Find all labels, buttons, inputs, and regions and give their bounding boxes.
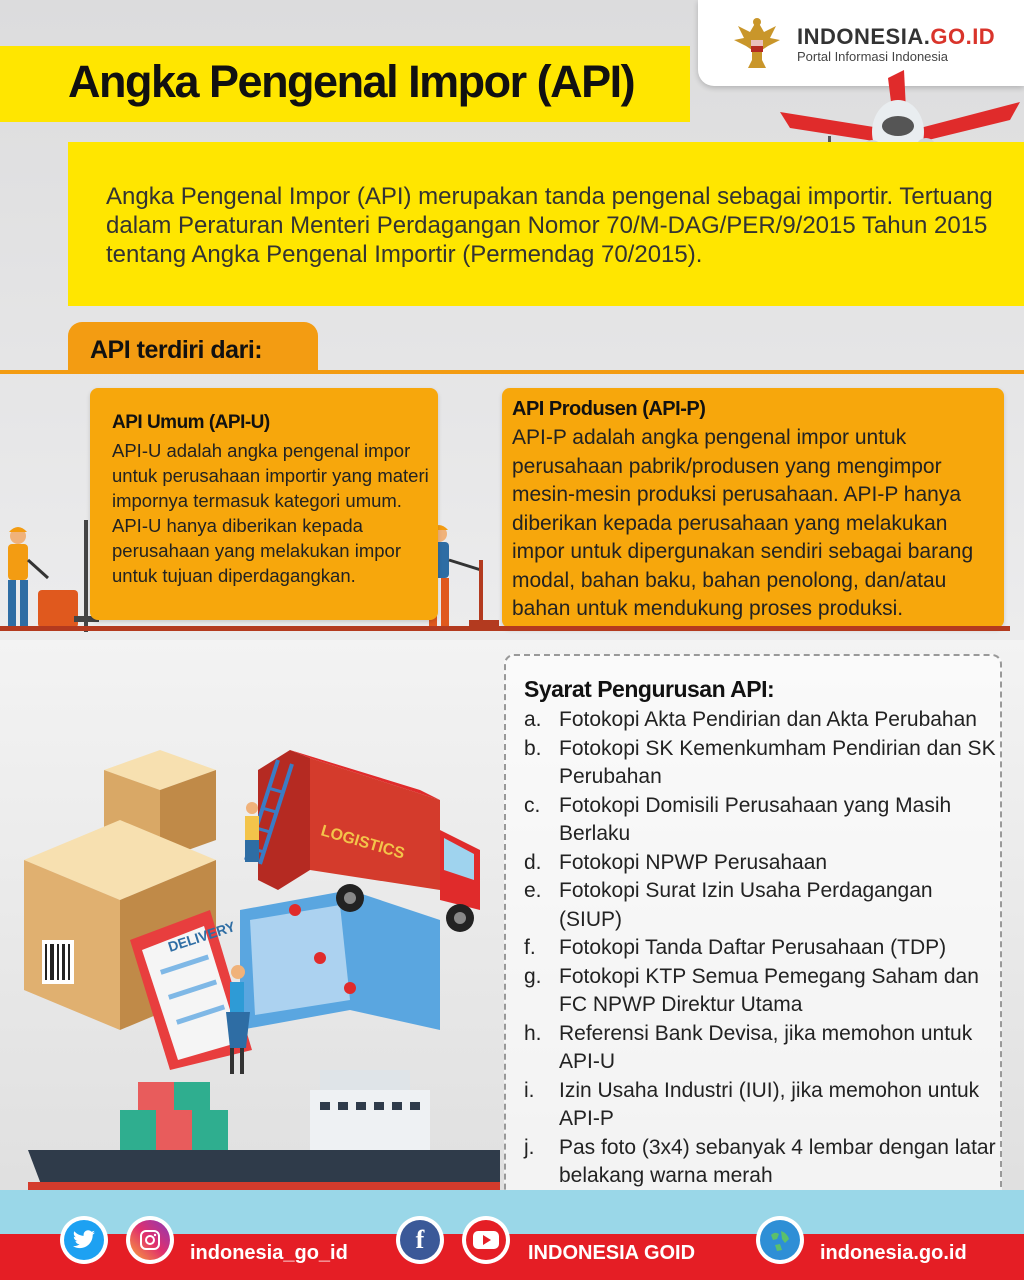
twitter-icon[interactable] [60,1216,108,1264]
truck-label: LOGISTICS [318,822,407,863]
requirement-item: c. Fotokopi Domisili Perusahaan yang Masih Berlaku [524,793,952,845]
requirement-item: g. Fotokopi KTP Semua Pemegang Saham dan FC NPWP Direktur Utama [524,964,979,1016]
logo-name: INDONESIA.GO.ID [797,24,996,49]
floor-line [0,626,1010,631]
divider-line [0,370,1024,374]
types-heading: API terdiri dari: [90,336,263,364]
globe-icon[interactable] [756,1216,804,1264]
api-umum-title: API Umum (API-U) [112,412,270,433]
website-link[interactable]: indonesia.go.id [820,1242,967,1264]
intro-text: Angka Pengenal Impor (API) merupakan tanda pengenal sebagai importir. Tertuang dalam Peraturan Menteri Perdagangan Nomor 70/M-DAG/PER/9/2015 Tahun 2015 tentang Angka Pengenal Importir (Permendag 70/2015). [106,183,993,268]
clipboard-label: DELIVERY [165,918,238,955]
requirement-item: b. Fotokopi SK Kemenkumham Pendirian dan SK Perubahan [524,736,996,788]
worker-forklift-illustration [4,520,99,632]
requirement-item: j. Pas foto (3x4) sebanyak 4 lembar dengan latar belakang warna merah [524,1135,996,1187]
social-handle[interactable]: indonesia_go_id [190,1242,348,1264]
api-produsen-title: API Produsen (API-P) [512,398,706,420]
channel-name[interactable]: INDONESIA GOID [528,1242,696,1264]
api-produsen-text: API-P adalah angka pengenal impor untuk perusahaan pabrik/produsen yang mengimpor mesin-mesin produksi perusahaan. API-P hanya diberikan kepada perusahaan yang melakukan impor untuk dipergunakan sendiri sebagai barang modal, bahan baku, bahan penolong, dan/atau bahan untuk mendukung proses produksi. [512,426,974,620]
requirement-item: d. Fotokopi NPWP Perusahaan [524,850,828,874]
garuda-emblem-icon [730,14,784,72]
logistics-illustration [20,730,500,1200]
requirement-item: a. Fotokopi Akta Pendirian dan Akta Perubahan [524,708,977,731]
requirements-list [524,706,996,1191]
requirement-item: i. Izin Usaha Industri (IUI), jika memohon untuk API-P [524,1078,980,1130]
page-title: Angka Pengenal Impor (API) [68,56,635,107]
requirement-item: f. Fotokopi Tanda Daftar Perusahaan (TDP) [524,936,947,959]
instagram-icon[interactable] [126,1216,174,1264]
requirements-title: Syarat Pengurusan API: [524,676,775,702]
api-umum-text: API-U adalah angka pengenal impor untuk perusahaan importir yang materi impornya termasuk kategori umum. API-U hanya diberikan kepada perusahaan yang melakukan impor untuk tujuan diperdagangkan. [112,440,429,586]
logo-subtitle: Portal Informasi Indonesia [797,49,949,64]
facebook-icon[interactable]: f [396,1216,444,1264]
youtube-icon[interactable] [462,1216,510,1264]
requirement-item: e. Fotokopi Surat Izin Usaha Perdagangan (SIUP) [524,879,933,931]
requirement-item: h. Referensi Bank Devisa, jika memohon untuk API-U [524,1021,973,1073]
